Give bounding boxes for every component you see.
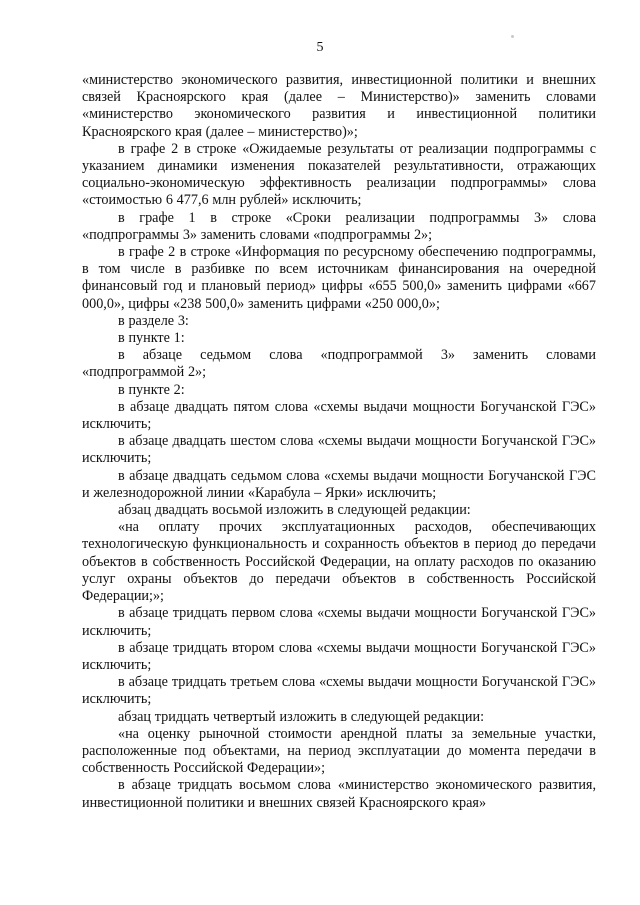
paragraph: в абзаце тридцать первом слова «схемы выдачи мощности Богучанской ГЭС» исключить;	[82, 605, 596, 639]
paragraph: в абзаце двадцать пятом слова «схемы выдачи мощности Богучанской ГЭС» исключить;	[82, 398, 596, 433]
paragraph: в абзаце тридцать третьем слова «схемы выдачи мощности Богучанской ГЭС» исключить;	[82, 674, 596, 708]
page-number: 5	[316, 40, 324, 55]
scan-speck	[511, 35, 514, 38]
paragraph: в абзаце тридцать втором слова «схемы выдачи мощности Богучанской ГЭС» исключить;	[82, 639, 596, 673]
paragraph: «на оценку рыночной стоимости арендной платы за земельные участки, расположенные под объектами, на период эксплуатации до момента передачи в собственность Российской Федерации»;	[82, 725, 596, 777]
paragraph: абзац двадцать восьмой изложить в следующей редакции:	[118, 502, 471, 519]
paragraph: «на оплату прочих эксплуатационных расходов, обеспечивающих технологическую функциональность и сохранность объектов в период до передачи объектов в собственность Российской Федерации, на оплату расходов по оказанию услуг охраны объектов до передачи объектов в собственность Российской Федерации;»;	[82, 519, 596, 605]
paragraph: в пункте 2:	[118, 381, 185, 398]
paragraph: абзац тридцать четвертый изложить в следующей редакции:	[118, 708, 485, 725]
paragraph: в графе 2 в строке «Информация по ресурсному обеспечению подпрограммы, в том числе в разбивке по всем источникам финансирования на очередной финансовый год и плановый период» цифры «655 500,0» заменить цифрами «667 000,0», цифры «238 500,0» заменить цифрами «250 000,0»;	[82, 244, 596, 312]
paragraph: в абзаце тридцать восьмом слова «министерство экономического развития, инвестиционной политики и внешних связей Красноярского края»	[82, 777, 596, 811]
paragraph: в пункте 1:	[118, 330, 185, 347]
paragraph: в графе 2 в строке «Ожидаемые результаты от реализации подпрограммы с указанием динамики изменения показателей результативности, отражающих социально-экономическую эффективность реализации подпрограммы» слова «стоимостью 6 477,6 млн рублей» исключить;	[82, 140, 596, 209]
paragraph: в абзаце двадцать седьмом слова «схемы выдачи мощности Богучанской ГЭС и железнодорожной линии «Карабула – Ярки» исключить;	[82, 467, 596, 501]
paragraph: «министерство экономического развития, инвестиционной политики и внешних связей Красноярского края (далее – Министерство)» заменить словами «министерство экономического развития и инвестиционной политики Красноярского края (далее – министерство)»;	[82, 72, 596, 140]
paragraph: в абзаце седьмом слова «подпрограммой 3» заменить словами «подпрограммой 2»;	[82, 347, 596, 381]
paragraph: в разделе 3:	[118, 312, 189, 329]
document-body	[82, 72, 596, 812]
paragraph: в графе 1 в строке «Сроки реализации подпрограммы 3» слова «подпрограммы 3» заменить словами «подпрограммы 2»;	[82, 209, 596, 243]
paragraph: в абзаце двадцать шестом слова «схемы выдачи мощности Богучанской ГЭС» исключить;	[82, 433, 596, 467]
